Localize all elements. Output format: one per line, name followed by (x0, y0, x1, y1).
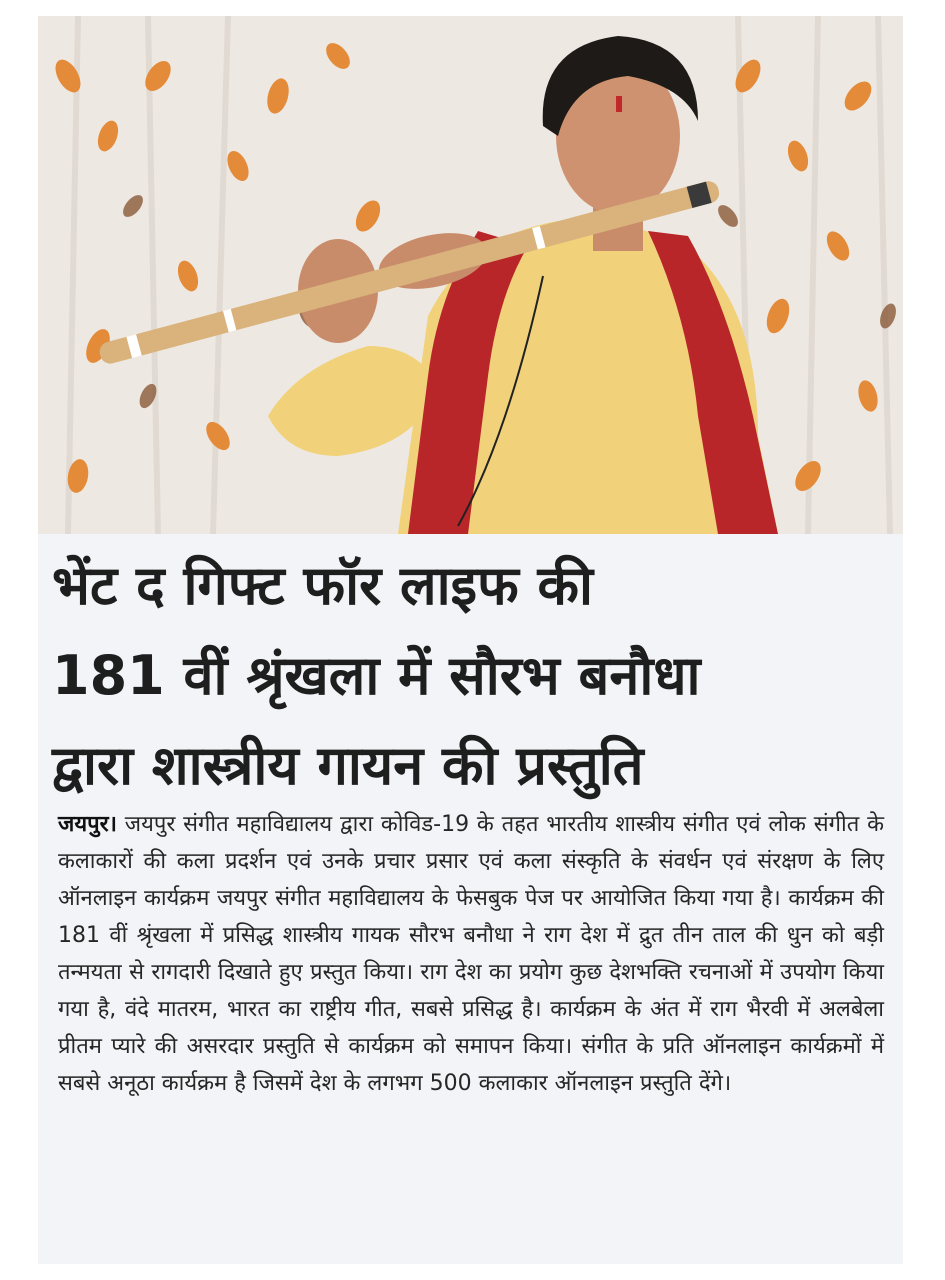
dateline: जयपुर। (58, 812, 117, 837)
headline (52, 541, 892, 811)
headline-line-3: द्वारा शास्त्रीय गायन की प्रस्तुति (52, 734, 644, 797)
article-text: जयपुर संगीत महाविद्यालय द्वारा कोविड-19 के तहत भारतीय शास्त्रीय संगीत एवं लोक संगीत के कलाकारों की कला प्रदर्शन एवं उनके प्रचार प्रसार एवं कला संस्कृति के संवर्धन एवं संरक्षण के लिए ऑनलाइन कार्यक्रम जयपुर संगीत महाविद्यालय के फेसबुक पेज पर आयोजित किया गया है। कार्यक्रम की 181 वीं श्रृंखला में प्रसिद्ध शास्त्रीय गायक सौरभ बनौधा ने राग देश में द्रुत तीन ताल की धुन को बड़ी तन्मयता से रागदारी दिखाते हुए प्रस्तुत किया। राग देश का प्रयोग कुछ देशभक्ति रचनाओं में उपयोग किया गया है, वंदे मातरम, भारत का राष्ट्रीय गीत, सबसे प्रसिद्ध है। कार्यक्रम के अंत में राग भैरवी में अलबेला प्रीतम प्यारे की असरदार प्रस्तुति से कार्यक्रम को समापन किया। संगीत के प्रति ऑनलाइन कार्यक्रमों में सबसे अनूठा कार्यक्रम है जिसमें देश के लगभग 500 कलाकार ऑनलाइन प्रस्तुति देंगे। (58, 812, 884, 1096)
headline-line-2: 181 वीं श्रृंखला में सौरभ बनौधा (52, 644, 701, 707)
photo-illustration (38, 16, 903, 534)
article-body (58, 806, 884, 1102)
newspaper-clipping (38, 16, 903, 1264)
flute-player-photo (38, 16, 903, 534)
headline-line-1: भेंट द गिफ्ट फॉर लाइफ की (52, 554, 593, 617)
